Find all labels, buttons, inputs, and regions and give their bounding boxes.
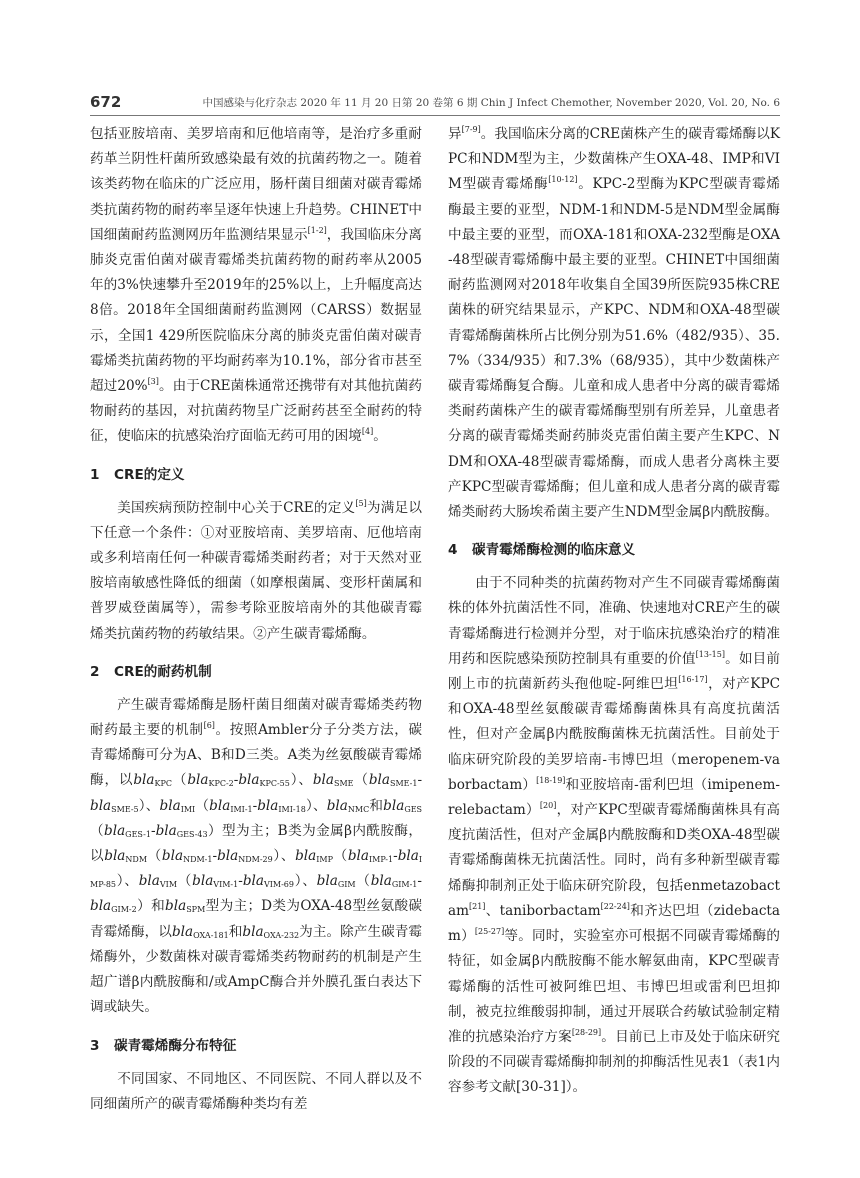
citation: [20]: [539, 801, 557, 811]
citation: [10-12]: [548, 175, 578, 185]
citation: [25-27]: [474, 927, 505, 937]
section-heading: 4 碳青霉烯酶检测的临床意义: [448, 542, 636, 559]
citation: [7-9]: [461, 125, 481, 134]
running-head: 中国感染与化疗杂志 2020 年 11 月 20 日第 20 卷第 6 期 Chin J Infect Chemother, November 2020, Vol. 20, No. 6: [202, 97, 780, 109]
citation: [4]: [361, 427, 374, 437]
header-rule: [90, 115, 780, 116]
citation: [22-24]: [600, 901, 630, 911]
right-column: [448, 122, 780, 1101]
section-heading: 2 CRE的耐药机制: [90, 663, 212, 680]
paragraph: 美国疾病预防控制中心关于CRE的定义[5]为满足以下任意一个条件：①对亚胺培南、美罗培南、厄他培南或多利培南任何一种碳青霉烯类耐药者；对于天然对亚胺培南敏感性降低的细菌（如摩根菌属、变形杆菌属和普罗威登菌属等），需参考除亚胺培南外的其他碳青霉烯类抗菌药物的药敏结果。②产生碳青霉烯酶。: [90, 498, 423, 642]
citation: [16-17]: [678, 675, 708, 685]
section-heading: 3 碳青霉烯酶分布特征: [90, 1037, 237, 1054]
paragraph: 异[7-9]。我国临床分离的CRE菌株产生的碳青霉烯酶以KPC和NDM型为主，少数菌株产生OXA-48、IMP和VIM型碳青霉烯酶[10-12]。KPC-2型酶为KPC型碳青霉烯酶最主要的亚型，NDM-1和NDM-5是NDM型金属酶中最主要的亚型，而OXA-181和OXA-232型酶是OXA-48型碳青霉烯酶中最主要的亚型。CHINET中国细菌耐药监测网对2018年收集自全国39所医院935株CRE菌株的研究结果显示，产KPC、NDM和OXA-48型碳青霉烯酶菌株所占比例分别为51.6%（482/935）、35.7%（334/935）和7.3%（68/935），其中少数菌株产碳青霉烯酶复合酶。儿童和成人患者中分离的碳青霉烯类耐药菌株产生的碳青霉烯酶型别有所差异，儿童患者分离的碳青霉烯类耐药肺炎克雷伯菌主要产生KPC、NDM和OXA-48型碳青霉烯酶，而成人患者分离株主要产KPC型碳青霉烯酶；但儿童和成人患者分离的碳青霉烯类耐药大肠埃希菌主要产生NDM型金属β内酰胺酶。: [448, 125, 780, 521]
page-header: [90, 93, 780, 115]
paragraph: 不同国家、不同地区、不同医院、不同人群以及不同细菌所产的碳青霉烯酶种类均有差: [90, 1070, 422, 1112]
citation: [6]: [203, 721, 215, 731]
paragraph: 产生碳青霉烯酶是肠杆菌目细菌对碳青霉烯类药物耐药最主要的机制[6]。按照Ambler分子分类方法，碳青霉烯酶可分为A、B和D三类。A类为丝氨酸碳青霉烯酶，以bla$_{KPC}$（bla$_{KPC-2}$-bla$_{KPC-55}$）、bla$_{SME}$（bla$_{SME-1}$-bla$_{SME-5}$）、bla$_{IMI}$（bla$_{IMI-1}$-bla$_{IMI-18}$）、bla$_{NMC}$和bla$_{GES}$（bla$_{GES-1}$-bla$_{GES-43}$）型为主；B类为金属β内酰胺酶，以bla$_{NDM}$（bla$_{NDM-1}$-bla$_{NDM-29}$）、bla$_{IMP}$（bla$_{IMP-1}$-bla$_{IMP-85}$）、bla$_{VIM}$（bla$_{VIM-1}$-bla$_{VIM-69}$）、bla$_{GIM}$（bla$_{GIM-1}$-bla$_{GIM-2}$）和bla$_{SPM}$型为主；D类为OXA-48型丝氨酸碳青霉烯酶，以bla$_{OXA-181}$和bla$_{OXA-232}$为主。除产生碳青霉烯酶外，少数菌株对碳青霉烯类药物耐药的机制是产生超广谱β内酰胺酶和/或AmpC酶合并外膜孔蛋白表达下调或缺失。: [90, 696, 423, 1016]
left-column: [90, 122, 422, 1117]
citation: [5]: [355, 498, 367, 508]
paragraph: 由于不同种类的抗菌药物对产生不同碳青霉烯酶菌株的体外抗菌活性不同，准确、快速地对CRE产生的碳青霉烯酶进行检测并分型，对于临床抗感染治疗的精准用药和医院感染预防控制具有重要的价值[13-15]。如目前刚上市的抗菌新药头孢他啶-阿维巴坦[16-17]，对产KPC和OXA-48型丝氨酸碳青霉烯酶菌株具有高度抗菌活性，但对产金属β内酰胺酶菌株无抗菌活性。目前处于临床研究阶段的美罗培南-韦博巴坦（meropenem-vaborbactam）[18-19]和亚胺培南-雷利巴坦（imipenem-relebactam）[20]，对产KPC型碳青霉烯酶菌株具有高度抗菌活性，但对产金属β内酰胺酶和D类OXA-48型碳青霉烯酶菌株无抗菌活性。同时，尚有多种新型碳青霉烯酶抑制剂正处于临床研究阶段，包括enmetazobactam[21]、taniborbactam[22-24]和齐达巴坦（zidebactam）[25-27]等。同时，实验室亦可根据不同碳青霉烯酶的特征，如金属β内酰胺酶不能水解氨曲南，KPC型碳青霉烯酶的活性可被阿维巴坦、韦博巴坦或雷利巴坦抑制，被克拉维酸弱抑制，通过开展联合药敏试验制定精准的抗感染治疗方案[28-29]。目前已上市及处于临床研究阶段的不同碳青霉烯酶抑制剂的抑酶活性见表1（表1内容参考文献[30-31]）。: [448, 575, 781, 1096]
citation: [3]: [147, 377, 159, 387]
citation: [1-2]: [307, 225, 327, 235]
section-heading: 1 CRE的定义: [90, 466, 185, 483]
citation: [21]: [469, 901, 486, 911]
citation: [28-29]: [571, 1027, 602, 1037]
paragraph: 包括亚胺培南、美罗培南和厄他培南等，是治疗多重耐药革兰阴性杆菌所致感染最有效的抗菌药物之一。随着该类药物在临床的广泛应用，肠杆菌目细菌对碳青霉烯类抗菌药物的耐药率呈逐年快速上升趋势。CHINET中国细菌耐药监测网历年监测结果显示[1-2]，我国临床分离肺炎克雷伯菌对碳青霉烯类抗菌药物的耐药率从2005年的3%快速攀升至2019年的25%以上，上升幅度高达8倍。2018年全国细菌耐药监测网（CARSS）数据显示，全国1 429所医院临床分离的肺炎克雷伯菌对碳青霉烯类抗菌药物的平均耐药率为10.1%，部分省市甚至超过20%[3]。由于CRE菌株通常还携带有对其他抗菌药物耐药的基因，对抗菌药物呈广泛耐药甚至全耐药的特征，使临床的抗感染治疗面临无药可用的困境[4]。: [90, 126, 423, 445]
page-number: 672: [90, 93, 122, 111]
citation: [18-19]: [536, 775, 566, 785]
citation: [13-15]: [695, 649, 725, 659]
